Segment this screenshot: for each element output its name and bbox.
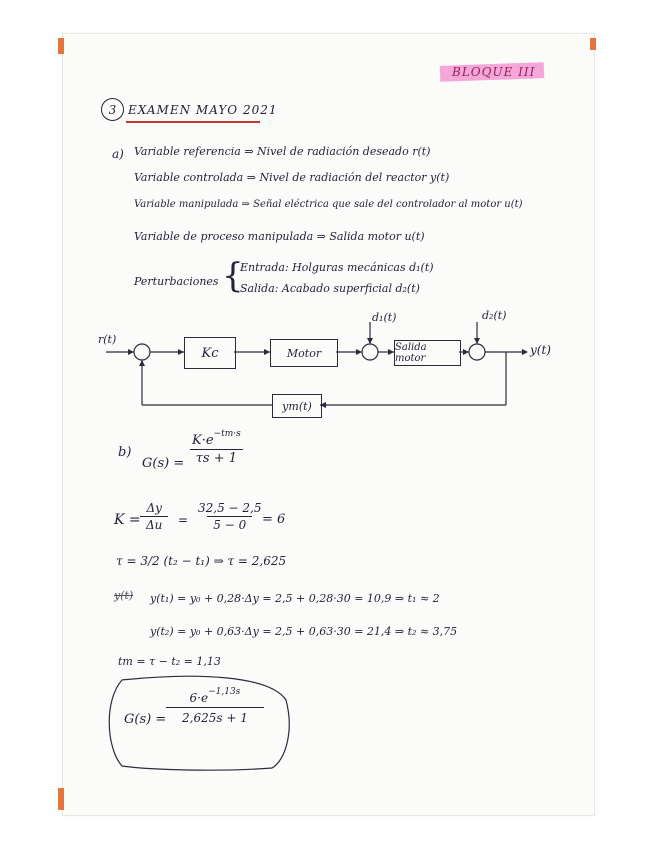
scribble-mark: y(t): [114, 589, 134, 602]
final-gs-fraction: $\frac{6\cdot e^{-1,13s}}{2,625s + 1}$: [166, 692, 264, 724]
k-fraction-2: $\frac{32,5 - 2,5}{5 - 0}$: [198, 501, 262, 532]
perturbacion-salida: Salida: Acabado superficial d₂(t): [240, 282, 420, 295]
k-result: = 6: [262, 512, 286, 527]
variable-line-4: Variable de proceso manipulada ⇒ Salida motor u(t): [134, 230, 425, 243]
motor-block: Motor: [270, 339, 338, 367]
k-fraction-1: $\frac{\Delta y}{\Delta u}$: [140, 502, 168, 531]
diagram-d1-label: d₁(t): [372, 311, 397, 324]
y1-line: y(t₁) = y₀ + 0,28·Δy = 2,5 + 0,28·30 = 10,9 ⇒ t₁ ≈ 2: [150, 592, 440, 605]
diagram-d2-label: d₂(t): [482, 309, 507, 322]
salida-motor-block: Salida motor: [394, 340, 461, 366]
gs-fraction: $\frac{K\cdot e^{-tm\cdot s}}{\tau s + 1}$: [186, 434, 247, 465]
k-lhs: K =: [114, 512, 141, 528]
k-equals: =: [178, 513, 189, 527]
part-b-label: b): [118, 445, 132, 460]
part-a-label: a): [112, 147, 124, 161]
exam-title: EXAMEN MAYO 2021: [128, 103, 278, 117]
page-edge-tab-bottom: [58, 788, 64, 810]
perturbacion-entrada: Entrada: Holguras mecánicas d₁(t): [240, 261, 434, 274]
diagram-output-label: y(t): [530, 343, 551, 357]
variable-line-1: Variable referencia ⇒ Nivel de radiación deseado r(t): [134, 145, 431, 158]
tm-line: tm = τ − t₂ = 1,13: [118, 655, 221, 668]
perturbaciones-brace: {: [222, 256, 244, 296]
y2-line: y(t₂) = y₀ + 0,63·Δy = 2,5 + 0,63·30 = 21,4 ⇒ t₂ ≈ 3,75: [150, 625, 458, 638]
bloque-label: BLOQUE III: [452, 65, 536, 79]
sensor-block: ym(t): [272, 394, 322, 418]
gs-lhs: G(s) =: [142, 456, 185, 471]
controller-block: Kc: [184, 337, 236, 369]
tau-line: τ = 3/2 (t₂ − t₁) ⇒ τ = 2,625: [116, 554, 287, 568]
perturbaciones-label: Perturbaciones: [134, 275, 219, 288]
final-gs-lhs: G(s) =: [124, 712, 167, 727]
page-edge-tab-top-right: [590, 38, 596, 50]
exam-title-underline: [126, 121, 260, 123]
page-edge-tab-top: [58, 38, 64, 54]
variable-line-2: Variable controlada ⇒ Nivel de radiación del reactor y(t): [134, 171, 450, 184]
exam-number-circle: 3: [101, 98, 124, 121]
variable-line-3: Variable manipulada ⇒ Señal eléctrica que sale del controlador al motor u(t): [134, 199, 523, 210]
diagram-input-label: r(t): [98, 333, 117, 346]
